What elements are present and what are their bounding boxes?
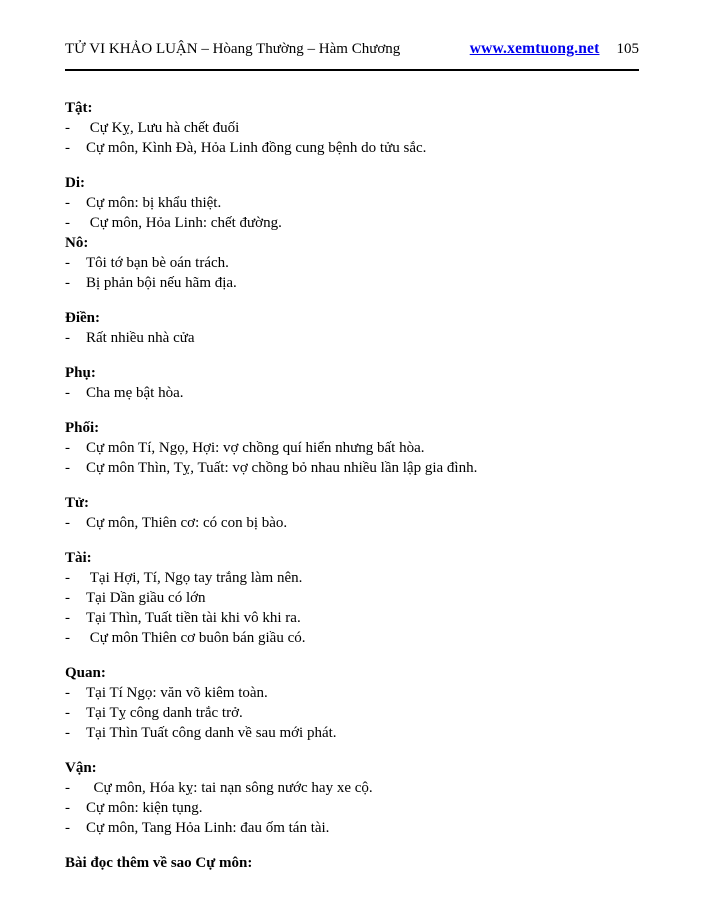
page-number: 105 — [616, 41, 639, 57]
section — [65, 663, 639, 743]
list-item-text: Tại Tí Ngọ: văn võ kiêm toàn. — [86, 685, 268, 701]
bullet-dash: - — [65, 820, 70, 836]
list-item-text: Tôi tớ bạn bè oán trách. — [86, 255, 229, 271]
list-item-text: Tại Dần giầu có lớn — [86, 590, 206, 606]
bullet-dash: - — [65, 195, 70, 211]
document-body — [65, 98, 639, 873]
list-item-text: Tại Tỵ công danh trắc trở. — [86, 705, 243, 721]
list-item — [65, 138, 639, 158]
bullet-dash: - — [65, 630, 70, 646]
section-heading: Quan: — [65, 665, 106, 681]
list-item — [65, 818, 639, 838]
list-item — [65, 458, 639, 478]
section — [65, 363, 639, 403]
section-heading: Di: — [65, 175, 85, 191]
list-item — [65, 608, 639, 628]
list-item — [65, 628, 639, 648]
website-link[interactable]: www.xemtuong.net — [469, 40, 600, 57]
section — [65, 98, 639, 158]
bullet-dash: - — [65, 610, 70, 626]
list-item — [65, 568, 639, 588]
bullet-dash: - — [65, 215, 70, 231]
list-item-text: Cự môn Thìn, Tỵ, Tuất: vợ chồng bỏ nhau nhiều lần lập gia đình. — [86, 460, 478, 476]
list-item — [65, 513, 639, 533]
list-item-text: Bị phản bội nếu hãm địa. — [86, 275, 237, 291]
list-item-text: Tại Thìn, Tuất tiền tài khi vô khi ra. — [86, 610, 301, 626]
page-header — [65, 0, 639, 58]
section-heading: Tài: — [65, 550, 92, 566]
section — [65, 853, 639, 873]
section — [65, 308, 639, 348]
bullet-dash: - — [65, 705, 70, 721]
bullet-dash: - — [65, 780, 70, 796]
bullet-dash: - — [65, 725, 70, 741]
list-item — [65, 798, 639, 818]
section — [65, 548, 639, 648]
list-item-text: Cự môn, Kình Đà, Hỏa Linh đồng cung bệnh do tửu sắc. — [86, 140, 427, 156]
bullet-dash: - — [65, 330, 70, 346]
section-heading: Bài đọc thêm về sao Cự môn: — [65, 855, 253, 871]
list-item-text: Cự môn, Tang Hỏa Linh: đau ốm tán tài. — [86, 820, 330, 836]
list-item — [65, 118, 639, 138]
list-item-text: Cự môn, Thiên cơ: có con bị bào. — [86, 515, 288, 531]
list-item — [65, 588, 639, 608]
page-title: TỬ VI KHẢO LUẬN – Hòang Thường – Hàm Chương — [65, 41, 401, 57]
section-heading: Tử: — [65, 495, 90, 511]
section — [65, 233, 639, 293]
bullet-dash: - — [65, 570, 70, 586]
section-heading: Phối: — [65, 420, 100, 436]
bullet-dash: - — [65, 275, 70, 291]
list-item-text: Cự môn: bị khẩu thiệt. — [86, 195, 222, 211]
list-item — [65, 328, 639, 348]
list-item — [65, 273, 639, 293]
section-heading: Tật: — [65, 100, 93, 116]
list-item — [65, 723, 639, 743]
section-heading: Nô: — [65, 235, 89, 251]
list-item-text: Cha mẹ bật hòa. — [86, 385, 184, 401]
bullet-dash: - — [65, 255, 70, 271]
list-item-text: Rất nhiều nhà cửa — [86, 330, 195, 346]
list-item — [65, 193, 639, 213]
list-item-text: Tại Hợi, Tí, Ngọ tay trắng làm nên. — [86, 570, 303, 586]
section — [65, 173, 639, 233]
list-item — [65, 438, 639, 458]
section — [65, 418, 639, 478]
bullet-dash: - — [65, 590, 70, 606]
list-item — [65, 703, 639, 723]
bullet-dash: - — [65, 440, 70, 456]
section-heading: Phụ: — [65, 365, 96, 381]
bullet-dash: - — [65, 515, 70, 531]
section — [65, 758, 639, 838]
list-item-text: Cự Kỵ, Lưu hà chết đuối — [86, 120, 240, 136]
list-item-text: Cự môn: kiện tụng. — [86, 800, 203, 816]
list-item — [65, 778, 639, 798]
list-item-text: Cự môn, Hỏa Linh: chết đường. — [86, 215, 282, 231]
section-heading: Điền: — [65, 310, 100, 326]
list-item-text: Cự môn Thiên cơ buôn bán giầu có. — [86, 630, 306, 646]
header-right-group — [470, 40, 639, 58]
bullet-dash: - — [65, 460, 70, 476]
list-item-text: Cự môn, Hóa kỵ: tai nạn sông nước hay xe cộ. — [86, 780, 373, 796]
list-item — [65, 383, 639, 403]
list-item — [65, 683, 639, 703]
bullet-dash: - — [65, 800, 70, 816]
list-item-text: Tại Thìn Tuất công danh về sau mới phát. — [86, 725, 337, 741]
bullet-dash: - — [65, 120, 70, 136]
section-heading: Vận: — [65, 760, 97, 776]
header-divider — [65, 69, 639, 71]
list-item-text: Cự môn Tí, Ngọ, Hợi: vợ chồng quí hiển nhưng bất hòa. — [86, 440, 425, 456]
list-item — [65, 253, 639, 273]
bullet-dash: - — [65, 685, 70, 701]
list-item — [65, 213, 639, 233]
bullet-dash: - — [65, 140, 70, 156]
section — [65, 493, 639, 533]
bullet-dash: - — [65, 385, 70, 401]
